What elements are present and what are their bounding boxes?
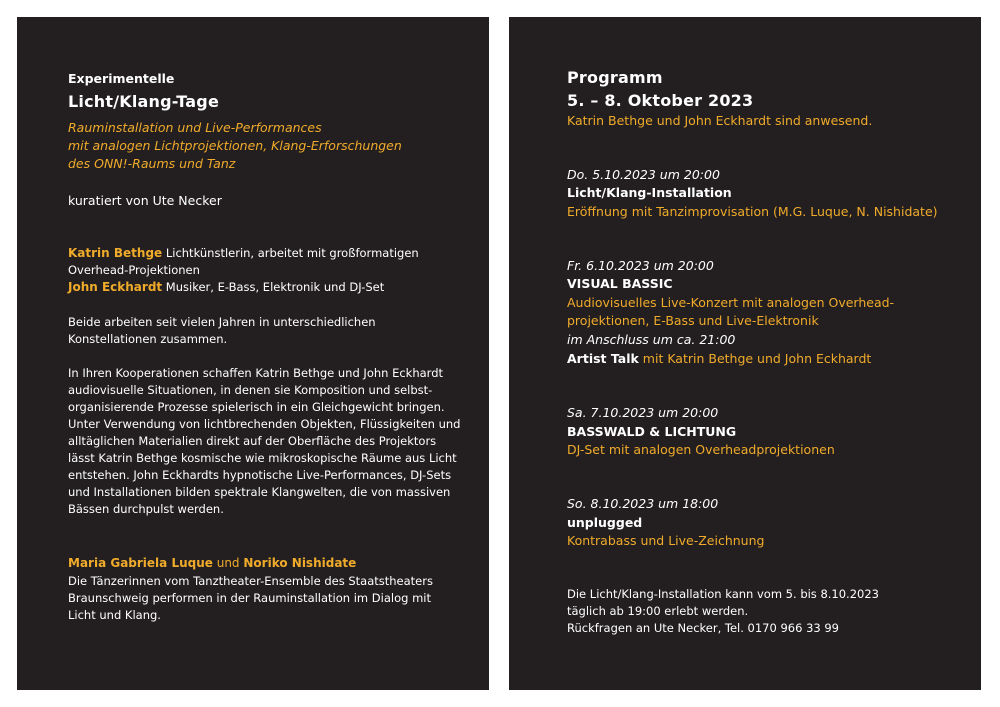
- dancer2-name: Noriko Nishidate: [243, 556, 357, 570]
- event-date: Sa. 7.10.2023 um 20:00: [567, 405, 719, 420]
- left-page: [17, 17, 489, 690]
- event-title: BASSWALD & LICHTUNG: [567, 424, 737, 439]
- page-title: Licht/Klang-Tage: [68, 92, 220, 111]
- paragraph-line: Braunschweig performen in der Rauminstallation im Dialog mit: [68, 591, 431, 605]
- event-desc: Kontrabass und Live-Zeichnung: [567, 533, 765, 548]
- paragraph-line: organisierende Prozesse spielerisch in ein Gleichgewicht bringen.: [68, 400, 445, 414]
- artist2-name: John Eckhardt: [68, 280, 163, 294]
- paragraph-line: lässt Katrin Bethge kosmische wie mikroskopische Räume aus Licht: [68, 451, 457, 465]
- artist2-line: [68, 279, 384, 296]
- event-desc-line: projektionen, E-Bass und Live-Elektronik: [567, 313, 819, 328]
- footer-note: [567, 586, 879, 637]
- curator-line: kuratiert von Ute Necker: [68, 193, 222, 208]
- event-title: VISUAL BASSIC: [567, 276, 673, 291]
- event-desc: DJ-Set mit analogen Overheadprojektionen: [567, 442, 835, 457]
- paragraph-line: Konstellationen zusammen.: [68, 332, 228, 346]
- artist1-line1: [68, 245, 419, 262]
- subtitle-line: Rauminstallation und Live-Performances: [68, 120, 322, 135]
- artist1-name: Katrin Bethge: [68, 246, 163, 260]
- event-title: Licht/Klang-Installation: [567, 185, 732, 200]
- event-date: Do. 5.10.2023 um 20:00: [567, 167, 720, 182]
- paragraph-line: alltäglichen Materialien direkt auf der Oberfläche des Projektors: [68, 434, 437, 448]
- artist1-line2: Overhead-Projektionen: [68, 263, 200, 277]
- footer-line: Rückfragen an Ute Necker, Tel. 0170 966 33 99: [567, 621, 840, 635]
- paragraph-line: entstehen. John Eckhardts hypnotische Live-Performances, DJ-Sets: [68, 468, 452, 482]
- artist1-desc: Lichtkünstlerin, arbeitet mit großformatigen: [162, 246, 419, 260]
- footer-line: Die Licht/Klang-Installation kann vom 5. bis 8.10.2023: [567, 587, 879, 601]
- event-date: Fr. 6.10.2023 um 20:00: [567, 258, 714, 273]
- paragraph-line: Licht und Klang.: [68, 608, 161, 622]
- program-title: Programm: [567, 68, 663, 87]
- artist-talk-title: Artist Talk: [567, 351, 639, 366]
- event-date: So. 8.10.2023 um 18:00: [567, 496, 719, 511]
- dancer1-name: Maria Gabriela Luque: [68, 556, 213, 570]
- presence-note: Katrin Bethge und John Eckhardt sind anwesend.: [567, 113, 873, 128]
- paragraph-line: Die Tänzerinnen vom Tanztheater-Ensemble des Staatstheaters: [68, 574, 433, 588]
- dancer-connector: und: [212, 556, 244, 570]
- paragraph-line: Bässen durchpulst werden.: [68, 502, 224, 516]
- subtitle: [68, 119, 402, 173]
- right-page: [509, 17, 981, 690]
- artist-talk-line: [567, 350, 871, 368]
- event-desc: [567, 294, 894, 330]
- paragraph-1: [68, 314, 376, 348]
- paragraph-line: Beide arbeiten seit vielen Jahren in unterschiedlichen: [68, 315, 376, 329]
- program-dates: 5. – 8. Oktober 2023: [567, 91, 754, 110]
- paragraph-2: [68, 365, 460, 518]
- paragraph-line: In Ihren Kooperationen schaffen Katrin Bethge und John Eckhardt: [68, 366, 444, 380]
- artist2-desc: Musiker, E-Bass, Elektronik und DJ-Set: [162, 280, 385, 294]
- artist-talk-desc: mit Katrin Bethge und John Eckhardt: [638, 351, 872, 366]
- overline: Experimentelle: [68, 71, 175, 86]
- dancers-heading: [68, 555, 356, 572]
- event-desc: Eröffnung mit Tanzimprovisation (M.G. Luque, N. Nishidate): [567, 204, 938, 219]
- subtitle-line: des ONN!-Raums und Tanz: [68, 156, 236, 171]
- footer-line: täglich ab 19:00 erlebt werden.: [567, 604, 749, 618]
- dancers-paragraph: [68, 573, 433, 624]
- event-title: unplugged: [567, 515, 643, 530]
- paragraph-line: audiovisuelle Situationen, in denen sie Komposition und selbst-: [68, 383, 433, 397]
- paragraph-line: Unter Verwendung von lichtbrechenden Objekten, Flüssigkeiten und: [68, 417, 461, 431]
- event-desc-line: Audiovisuelles Live-Konzert mit analogen Overhead-: [567, 295, 895, 310]
- paragraph-line: und Installationen bilden spektrale Klangwelten, die von massiven: [68, 485, 451, 499]
- subtitle-line: mit analogen Lichtprojektionen, Klang-Erforschungen: [68, 138, 402, 153]
- event-after-note: im Anschluss um ca. 21:00: [567, 332, 736, 347]
